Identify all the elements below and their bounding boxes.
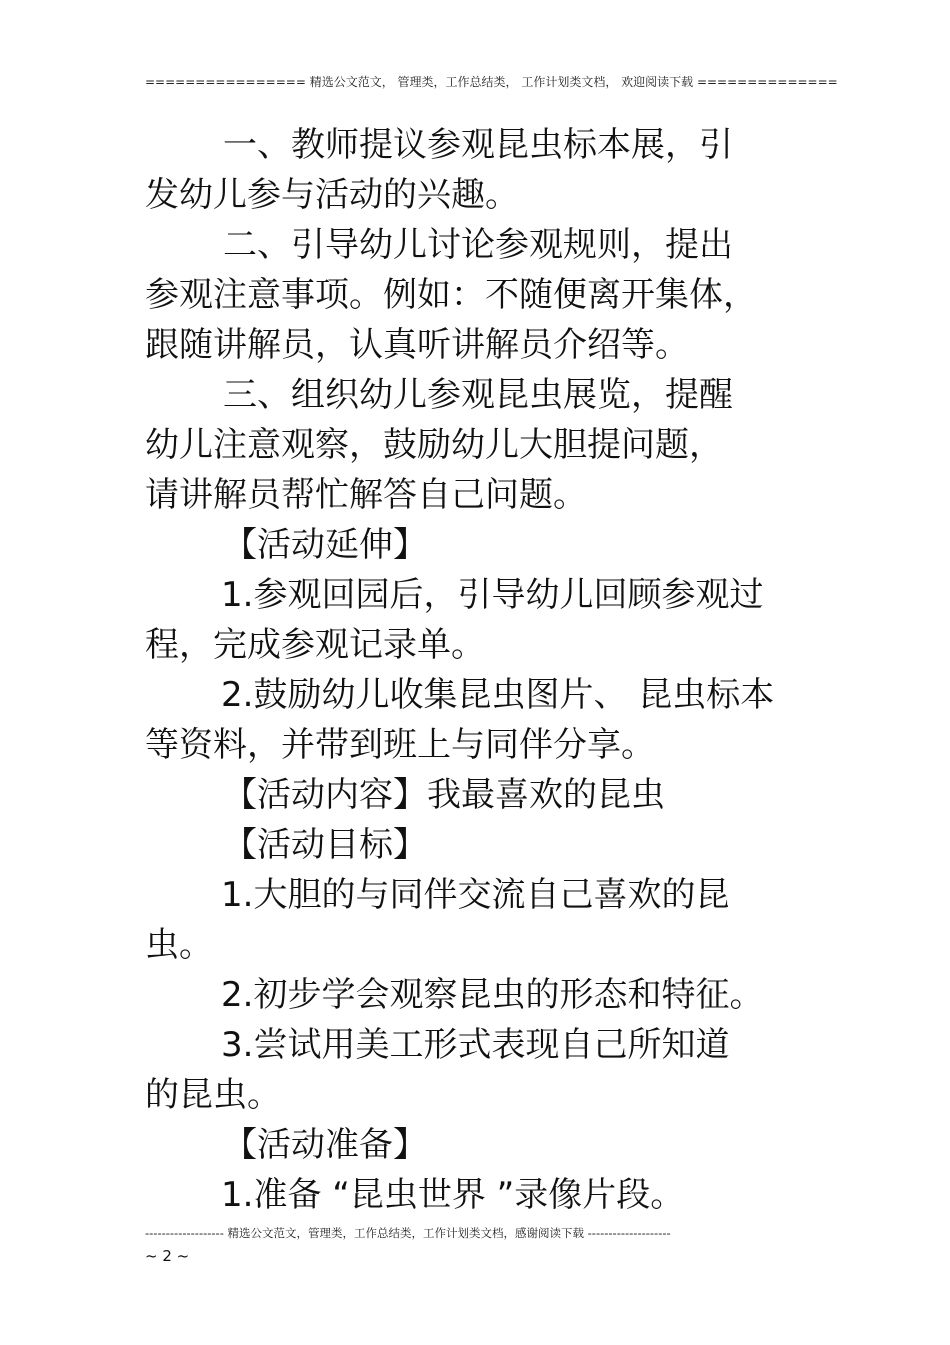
paragraph-line: 2.鼓励幼儿收集昆虫图片、 昆虫标本 (221, 675, 775, 715)
paragraph-line: 一、教师提议参观昆虫标本展，引 (223, 125, 733, 165)
paragraph-line: 三、组织幼儿参观昆虫展览，提醒 (223, 375, 733, 415)
paragraph-line: 参观注意事项。例如：不随便离开集体， (145, 275, 757, 315)
section-heading: 【活动目标】 (223, 825, 427, 865)
page-footer: ------------------- 精选公文范文，管理类，工作总结类，工作计划类文档，感谢阅读下载 -------------------- (145, 1226, 671, 1240)
page-number: ~ 2 ~ (145, 1247, 190, 1265)
paragraph-line: 虫。 (145, 925, 213, 965)
document-body (145, 120, 805, 1220)
section-heading: 【活动延伸】 (223, 525, 427, 565)
paragraph-line: 1.准备 “昆虫世界 ”录像片段。 (221, 1175, 685, 1215)
paragraph-line: 3.尝试用美工形式表现自己所知道 (221, 1025, 730, 1065)
paragraph-line: 程，完成参观记录单。 (145, 625, 485, 665)
paragraph-line: 二、引导幼儿讨论参观规则，提出 (223, 225, 733, 265)
page-header: ================ 精选公文范文， 管理类，工作总结类， 工作计划类文档， 欢迎阅读下载 ============== (145, 75, 838, 89)
paragraph-line: 1.大胆的与同伴交流自己喜欢的昆 (221, 875, 730, 915)
paragraph-line: 请讲解员帮忙解答自己问题。 (145, 475, 587, 515)
paragraph-line: 2.初步学会观察昆虫的形态和特征。 (221, 975, 764, 1015)
paragraph-line: 的昆虫。 (145, 1075, 281, 1115)
paragraph-line: 发幼儿参与活动的兴趣。 (145, 175, 519, 215)
section-heading: 【活动准备】 (223, 1125, 427, 1165)
section-heading: 【活动内容】我最喜欢的昆虫 (223, 775, 665, 815)
paragraph-line: 跟随讲解员，认真听讲解员介绍等。 (145, 325, 689, 365)
paragraph-line: 等资料，并带到班上与同伴分享。 (145, 725, 655, 765)
paragraph-line: 1.参观回园后，引导幼儿回顾参观过 (221, 575, 764, 615)
paragraph-line: 幼儿注意观察，鼓励幼儿大胆提问题， (145, 425, 723, 465)
